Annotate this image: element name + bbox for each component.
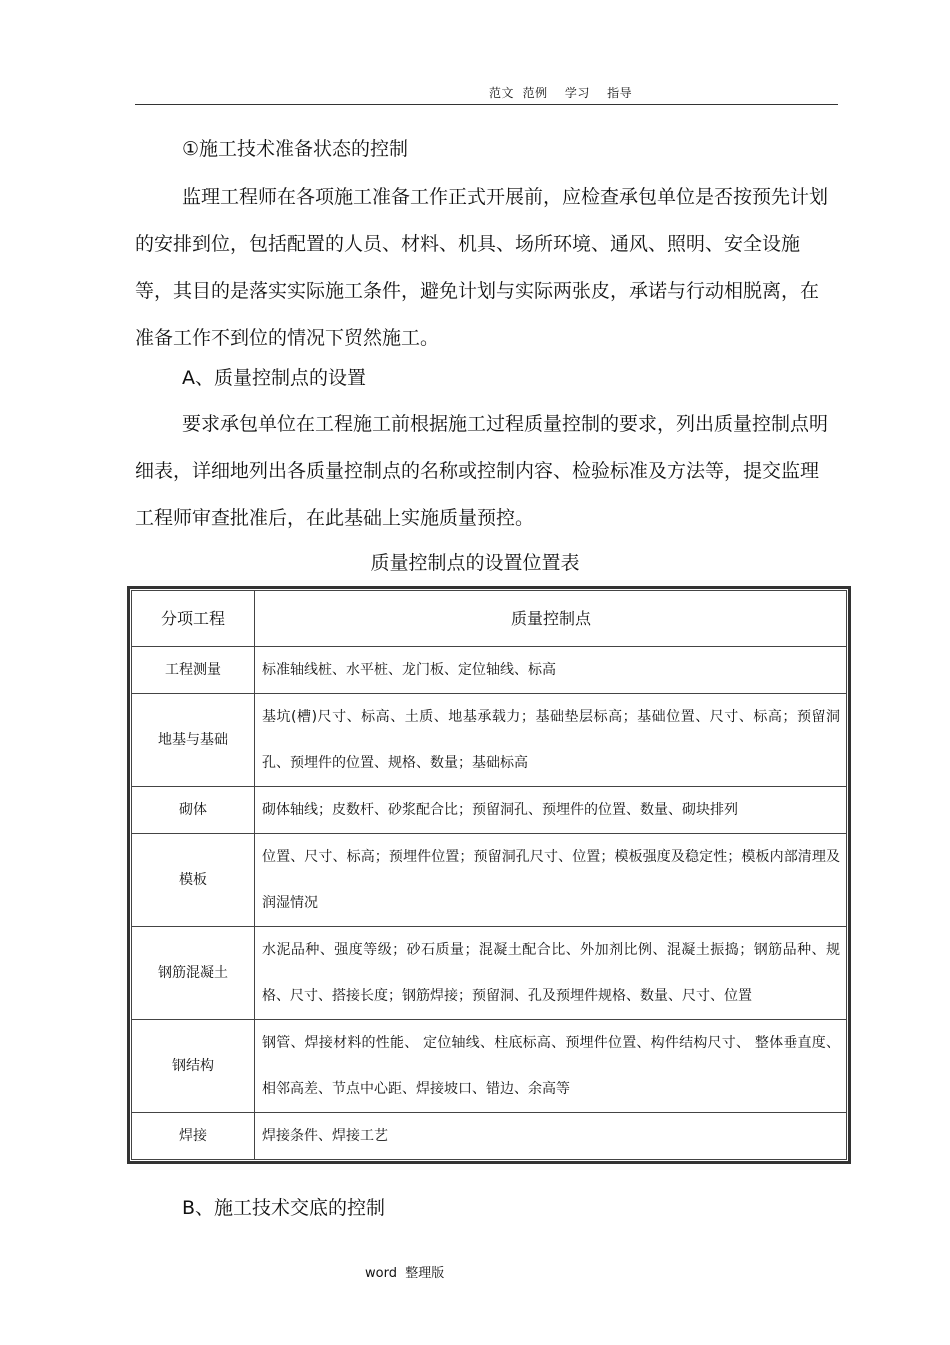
row-points: 水泥品种、强度等级；砂石质量；混凝土配合比、外加剂比例、混凝土振捣；钢筋品种、规格、尺寸、搭接长度；钢筋焊接；预留洞、孔及预埋件规格、数量、尺寸、位置	[255, 927, 847, 1020]
table-row	[132, 647, 847, 694]
table-title: 质量控制点的设置位置表	[370, 552, 580, 574]
control-points-table-frame	[127, 586, 851, 1164]
row-points: 焊接条件、焊接工艺	[255, 1113, 847, 1160]
row-points: 钢管、焊接材料的性能、 定位轴线、柱底标高、预埋件位置、构件结构尺寸、 整体垂直度、相邻高差、节点中心距、焊接坡口、错边、余高等	[255, 1020, 847, 1113]
row-points: 基坑(槽)尺寸、标高、土质、地基承载力；基础垫层标高；基础位置、尺寸、标高；预留洞孔、预埋件的位置、规格、数量；基础标高	[255, 694, 847, 787]
row-category: 模板	[132, 834, 255, 927]
row-points: 位置、尺寸、标高；预埋件位置；预留洞孔尺寸、位置；模板强度及稳定性；模板内部清理及润湿情况	[255, 834, 847, 927]
paragraph-preparation: 监理工程师在各项施工准备工作正式开展前，应检查承包单位是否按预先计划的安排到位，包括配置的人员、材料、机具、场所环境、通风、照明、安全设施等，其目的是落实实际施工条件，避免计划与实际两张皮，承诺与行动相脱离，在准备工作不到位的情况下贸然施工。	[135, 186, 829, 349]
row-category: 工程测量	[132, 647, 255, 694]
row-category: 砌体	[132, 787, 255, 834]
row-points: 标准轴线桩、水平桩、龙门板、定位轴线、标高	[255, 647, 847, 694]
control-points-table	[131, 590, 847, 1160]
table-row	[132, 834, 847, 927]
section-heading-technical-disclosure: B、施工技术交底的控制	[182, 1197, 386, 1219]
paragraph-control-points: 要求承包单位在工程施工前根据施工过程质量控制的要求，列出质量控制点明细表，详细地列出各质量控制点的名称或控制内容、检验标准及方法等，提交监理工程师审查批准后，在此基础上实施质量预控。	[135, 413, 829, 529]
table-row	[132, 787, 847, 834]
table-row	[132, 694, 847, 787]
column-header-points: 质量控制点	[255, 591, 847, 647]
row-points: 砌体轴线；皮数杆、砂浆配合比；预留洞孔、预埋件的位置、数量、砌块排列	[255, 787, 847, 834]
page-header-text: 范文 范例 学习 指导	[489, 86, 633, 100]
page-footer-text: word 整理版	[365, 1266, 445, 1281]
section-heading-preparation: ①施工技术准备状态的控制	[182, 138, 409, 160]
table-row	[132, 1020, 847, 1113]
table-row	[132, 1113, 847, 1160]
column-header-category: 分项工程	[132, 591, 255, 647]
row-category: 钢筋混凝土	[132, 927, 255, 1020]
table-header-row	[132, 591, 847, 647]
row-category: 地基与基础	[132, 694, 255, 787]
header-divider	[135, 104, 838, 105]
section-heading-control-points: A、质量控制点的设置	[182, 367, 366, 389]
table-row	[132, 927, 847, 1020]
row-category: 钢结构	[132, 1020, 255, 1113]
row-category: 焊接	[132, 1113, 255, 1160]
